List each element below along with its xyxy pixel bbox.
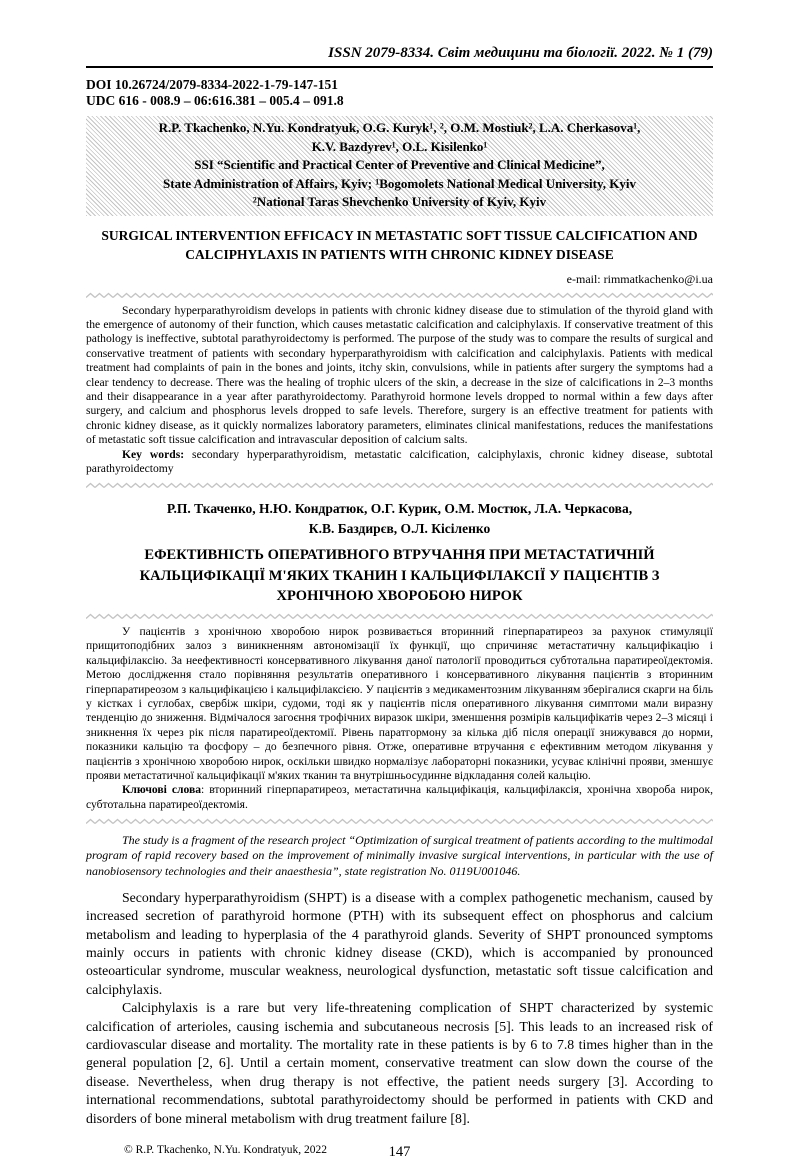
article-title-ua: ЕФЕКТИВНІСТЬ ОПЕРАТИВНОГО ВТРУЧАННЯ ПРИ МЕТАСТАТИЧНІЙ КАЛЬЦИФІКАЦІЇ М'ЯКИХ ТКАНИН І КАЛЬЦИФІЛАКСІЇ У ПАЦІЄНТІВ З ХРОНІЧНОЮ ХВОРОБОЮ НИРОК bbox=[139, 547, 660, 605]
page-number: 147 bbox=[388, 1144, 411, 1161]
udc-line: UDC 616 - 008.9 – 06:616.381 – 005.4 – 091.8 bbox=[86, 93, 344, 108]
copyright-line: © R.P. Tkachenko, N.Yu. Kondratyuk, 2022 bbox=[124, 1144, 328, 1157]
authors-line: R.P. Tkachenko, N.Yu. Kondratyuk, O.G. Kuryk¹, ², O.M. Mostiuk², L.A. Cherkasova¹, bbox=[158, 120, 641, 135]
zigzag-separator bbox=[86, 818, 713, 825]
affiliation-line: State Administration of Affairs, Kyiv; ¹Bogomolets National Medical University, Kyiv bbox=[163, 175, 636, 191]
body-paragraph: Secondary hyperparathyroidism (SHPT) is a disease with a complex pathogenetic mechanism, caused by increased secretion of parathyroid hormone (PTH) with its subsequent effect on phosphorus and calcium metabolism and leading to hyperplasia of the 4 parathyroid glands. Severity of SHPT pronounced symptoms mainly occurs in patients with chronic kidney disease (CKD), which is accompanied by pronounced osteoarticular syndrome, muscular weakness, neurological dysfunction, metastatic soft tissue calcification and calciphylaxis. bbox=[86, 889, 713, 997]
affiliation-line: ²National Taras Shevchenko University of Kyiv, Kyiv bbox=[252, 194, 547, 209]
article-title-en: SURGICAL INTERVENTION EFFICACY IN METASTATIC SOFT TISSUE CALCIFICATION AND CALCIPHYLAXIS IN PATIENTS WITH CHRONIC KIDNEY DISEASE bbox=[101, 227, 698, 262]
abstract-en-keywords bbox=[86, 448, 713, 477]
journal-issn-line: ISSN 2079-8334. Світ медицини та біології. 2022. № 1 (79) bbox=[328, 45, 713, 61]
study-fragment-note: The study is a fragment of the research project “Optimization of surgical treatment of patients according to the multimodal program of rapid recovery based on the improvement of minimally invasive surgical interventions, in particular with the use of nanobiosensory technologies and their anaesthesia”, state registration No. 0119U001046. bbox=[86, 833, 713, 878]
abstract-ua-text: У пацієнтів з хронічною хворобою нирок розвивається вторинний гіперпаратиреоз за рахунок стимуляції прищитоподібних залоз з виникненням автономізації їх функції, що спричиняє метастатичну кальцифікацію і кальцифілаксію. За неефективності консервативного лікування даної патології проводиться субтотальна паратиреоїдектомія. Метою дослідження стало порівняння результатів оперативного і консервативного лікування пацієнтів з вторинним гіперпаратиреозом з кальцифікацією і кальцифілаксією. У пацієнтів з медикаментозним лікуванням зберігалися скарги на біль у кістках і суглобах, свербіж шкіри, судоми, тоді як у пацієнтів після оперативного лікування симптоми мали виразну тенденцію до зниження. Відмічалося загоєння трофічних виразок шкіри, зменшення розмірів кальцифікатів через 2–3 місяці і зникнення їх через рік після паратиреоїдектомії. Рівень паратгормону за кілька діб після операції знижувався до норми, показники кальцію та фосфору – до безпечного рівня. Отже, оперативне втручання є ефективним методом лікування у пацієнтів з хронічною хворобою нирок, оскільки швидко нормалізує лабораторні показники, усуває клінічні прояви, зменшує прояви метастатичної кальцифікації м'яких тканин та внутрішньосудинне відкладання солей кальцію. bbox=[86, 624, 713, 782]
author-email: e-mail: rimmatkachenko@i.ua bbox=[566, 271, 713, 286]
authors-line: K.V. Bazdyrev¹, O.L. Kisilenko¹ bbox=[311, 138, 488, 154]
abstract-en bbox=[86, 304, 713, 477]
keywords-label: Ключові слова bbox=[122, 783, 202, 797]
abstract-ua bbox=[86, 625, 713, 812]
affiliation-line: SSI “Scientific and Practical Center of Preventive and Clinical Medicine”, bbox=[194, 157, 605, 172]
zigzag-separator bbox=[86, 292, 713, 299]
keywords-text: secondary hyperparathyroidism, metastatic calcification, calciphylaxis, chronic kidney disease, subtotal parathyroidectomy bbox=[86, 447, 713, 475]
article-body bbox=[86, 889, 713, 1128]
authors-line: Р.П. Ткаченко, Н.Ю. Кондратюк, О.Г. Курик, О.М. Мостюк, Л.А. Черкасова, bbox=[166, 501, 633, 517]
header-rule bbox=[86, 66, 713, 68]
keywords-label: Key words: bbox=[122, 447, 185, 461]
zigzag-separator bbox=[86, 482, 713, 489]
abstract-en-text: Secondary hyperparathyroidism develops in patients with chronic kidney disease due to stimulation of the thyroid gland with the emergence of autonomy of their function, which causes metastatic calcification and calciphylaxis. If conservative treatment of this pathology is ineffective, subtotal parathyroidectomy is performed. The purpose of the study was to compare the results of surgical and conservative treatment of patients with secondary hyperparathyroidism with calcification and calciphylaxis. Patients with medical treatment had complaints of pain in the bones and joints, itchy skin, convulsions, while in patients after surgery the symptoms had a clear tendency to decrease. There was the healing of trophic ulcers of the skin, a decrease in the size of calcifications in 2–3 months and their disappearance in a year after parathyroidectomy. Parathyroid hormone levels dropped to normal within a few days after surgery, and calcium and phosphorus levels dropped to safe levels. Therefore, surgery is an effective treatment for patients with chronic kidney disease, as it quickly normalizes laboratory parameters, eliminates clinical manifestations, reduces the manifestations of metastatic soft tissue calcification and intravascular deposition of calcium salts. bbox=[86, 303, 713, 447]
page-footer bbox=[86, 1140, 713, 1164]
authors-block-ua bbox=[86, 499, 713, 538]
body-paragraph: Calciphylaxis is a rare but very life-threatening complication of SHPT characterized by systemic calcification of arterioles, causing ischemia and subcutaneous necrosis [5]. This leads to an increased risk of cardiovascular disease and mortality. The mortality rate in these patients is by 6 to 7.8 times higher than in the general population [2, 6]. Until a certain moment, conservative treatment can slow down the course of the disease. Nevertheless, when drug therapy is not effective, the patient needs surgery [3]. According to international recommendations, subtotal parathyroidectomy should be performed in patients with CKD and disorders of bone mineral metabolism with drug treatment failure [8]. bbox=[86, 1000, 713, 1126]
keywords-text: : вторинний гіперпаратиреоз, метастатична кальцифікація, кальцифілаксія, хронічна хвороба нирок, субтотальна паратиреоїдектомія. bbox=[86, 783, 713, 811]
doi-line: DOI 10.26724/2079-8334-2022-1-79-147-151 bbox=[86, 77, 338, 92]
authors-affiliations-block bbox=[86, 116, 713, 216]
abstract-ua-keywords bbox=[86, 783, 713, 812]
authors-line: К.В. Баздирєв, О.Л. Кісіленко bbox=[308, 520, 491, 536]
zigzag-separator bbox=[86, 613, 713, 620]
